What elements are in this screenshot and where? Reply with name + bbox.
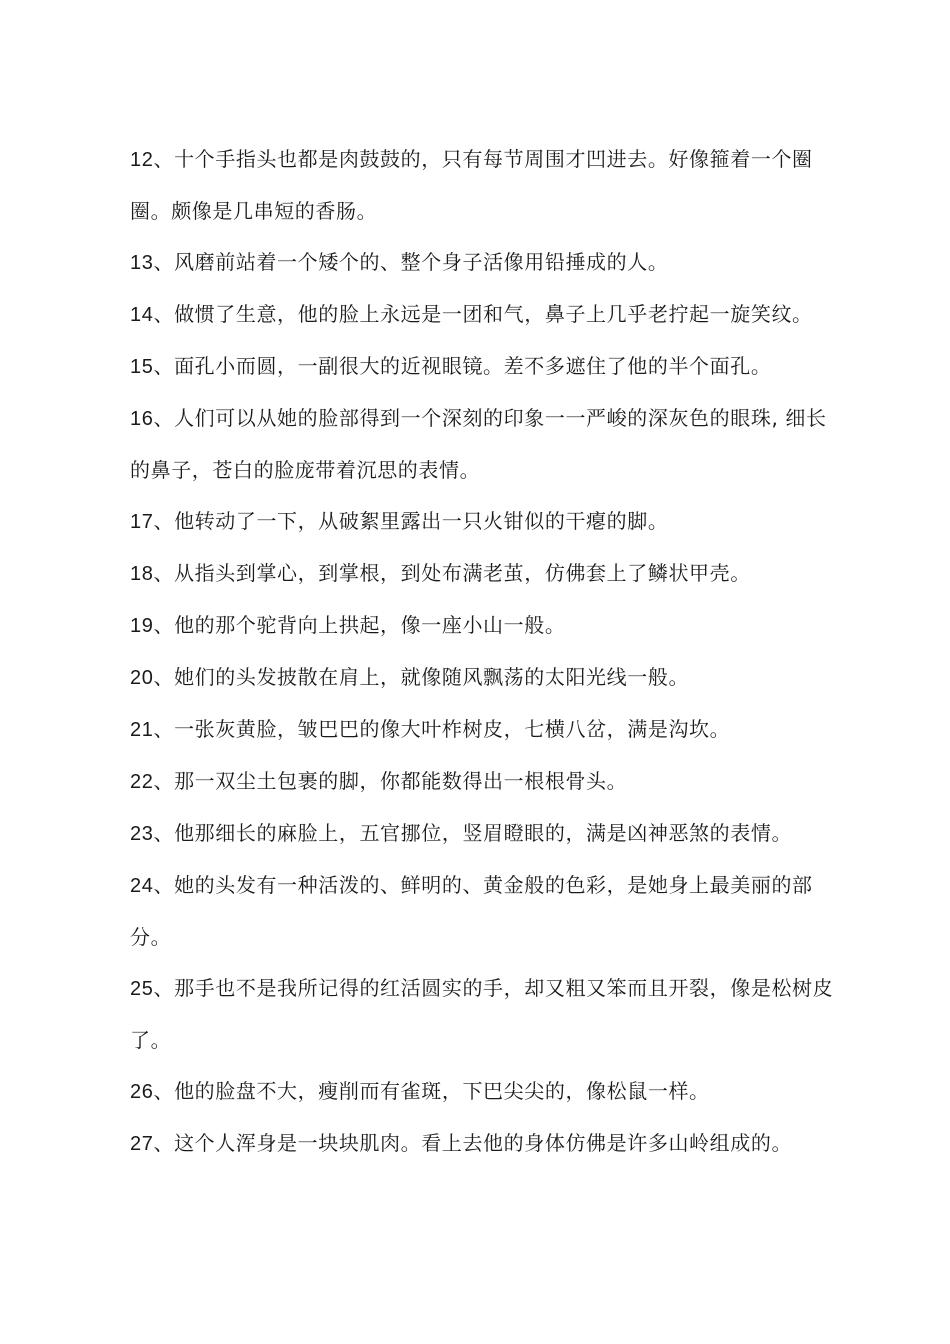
- list-item: [130, 393, 836, 496]
- item-number: 16: [130, 408, 154, 430]
- item-text: 那一双尘土包裹的脚，你都能数得出一根根骨头。: [174, 769, 628, 793]
- list-item: [130, 1066, 836, 1118]
- item-number: 21: [130, 719, 154, 741]
- list-item: [130, 963, 836, 1066]
- item-separator: 、: [153, 976, 175, 1000]
- item-number: 19: [130, 615, 154, 637]
- item-number: 12: [130, 149, 154, 171]
- item-separator: 、: [153, 613, 175, 637]
- item-number: 26: [130, 1081, 154, 1103]
- item-text: 一张灰黄脸，皱巴巴的像大叶柞树皮，七横八岔，满是沟坎。: [174, 717, 731, 741]
- list-item: [130, 652, 836, 704]
- item-separator: 、: [153, 354, 175, 378]
- item-text: 十个手指头也都是肉鼓鼓的，只有每节周围才凹进去。好像箍着一个圈圈。颇像是几串短的香肠。: [130, 147, 813, 223]
- item-text: 他的那个驼背向上拱起，像一座小山一般。: [174, 613, 566, 637]
- item-text: 她们的头发披散在肩上，就像随风飘荡的太阳光线一般。: [174, 665, 690, 689]
- list-item: [130, 134, 836, 237]
- list-item: [130, 341, 836, 393]
- item-text: 那手也不是我所记得的红活圆实的手，却又粗又笨而且开裂，像是松树皮了。: [130, 976, 834, 1052]
- item-text: 他转动了一下，从破絮里露出一只火钳似的干瘪的脚。: [174, 509, 669, 533]
- item-separator: 、: [153, 561, 175, 585]
- item-number: 15: [130, 356, 154, 378]
- item-text: 他那细长的麻脸上，五官挪位，竖眉瞪眼的，满是凶神恶煞的表情。: [174, 821, 793, 845]
- item-text: 人们可以从她的脸部得到一个深刻的印象一一严峻的深灰色的眼珠, 细长的鼻子，苍白的脸庞带着沉思的表情。: [130, 406, 827, 482]
- item-text: 他的脸盘不大，瘦削而有雀斑，下巴尖尖的，像松鼠一样。: [174, 1079, 710, 1103]
- item-number: 18: [130, 563, 154, 585]
- item-separator: 、: [153, 147, 175, 171]
- item-text: 她的头发有一种活泼的、鲜明的、黄金般的色彩，是她身上最美丽的部分。: [130, 873, 813, 949]
- item-number: 17: [130, 511, 154, 533]
- item-separator: 、: [153, 509, 175, 533]
- item-separator: 、: [153, 1131, 175, 1155]
- item-separator: 、: [153, 821, 175, 845]
- list-item: [130, 496, 836, 548]
- list-item: [130, 237, 836, 289]
- item-separator: 、: [153, 250, 175, 274]
- item-text: 做惯了生意，他的脸上永远是一团和气，鼻子上几乎老拧起一旋笑纹。: [174, 302, 813, 326]
- item-separator: 、: [153, 302, 175, 326]
- list-item: [130, 808, 836, 860]
- item-separator: 、: [153, 873, 175, 897]
- item-separator: 、: [153, 406, 175, 430]
- item-separator: 、: [153, 769, 175, 793]
- item-number: 25: [130, 978, 154, 1000]
- list-item: [130, 548, 836, 600]
- item-number: 14: [130, 304, 154, 326]
- item-separator: 、: [153, 717, 175, 741]
- list-item: [130, 600, 836, 652]
- list-item: [130, 289, 836, 341]
- item-number: 24: [130, 875, 154, 897]
- item-text: 这个人浑身是一块块肌肉。看上去他的身体仿佛是许多山岭组成的。: [174, 1131, 793, 1155]
- item-separator: 、: [153, 665, 175, 689]
- item-number: 23: [130, 823, 154, 845]
- item-number: 13: [130, 252, 154, 274]
- document-body: [130, 134, 836, 1170]
- item-number: 22: [130, 771, 154, 793]
- item-text: 面孔小而圆，一副很大的近视眼镜。差不多遮住了他的半个面孔。: [174, 354, 772, 378]
- item-number: 27: [130, 1133, 154, 1155]
- item-text: 风磨前站着一个矮个的、整个身子活像用铅捶成的人。: [174, 250, 669, 274]
- list-item: [130, 756, 836, 808]
- list-item: [130, 1118, 836, 1170]
- list-item: [130, 860, 836, 963]
- list-item: [130, 704, 836, 756]
- item-number: 20: [130, 667, 154, 689]
- item-text: 从指头到掌心，到掌根，到处布满老茧，仿佛套上了鳞状甲壳。: [174, 561, 751, 585]
- item-separator: 、: [153, 1079, 175, 1103]
